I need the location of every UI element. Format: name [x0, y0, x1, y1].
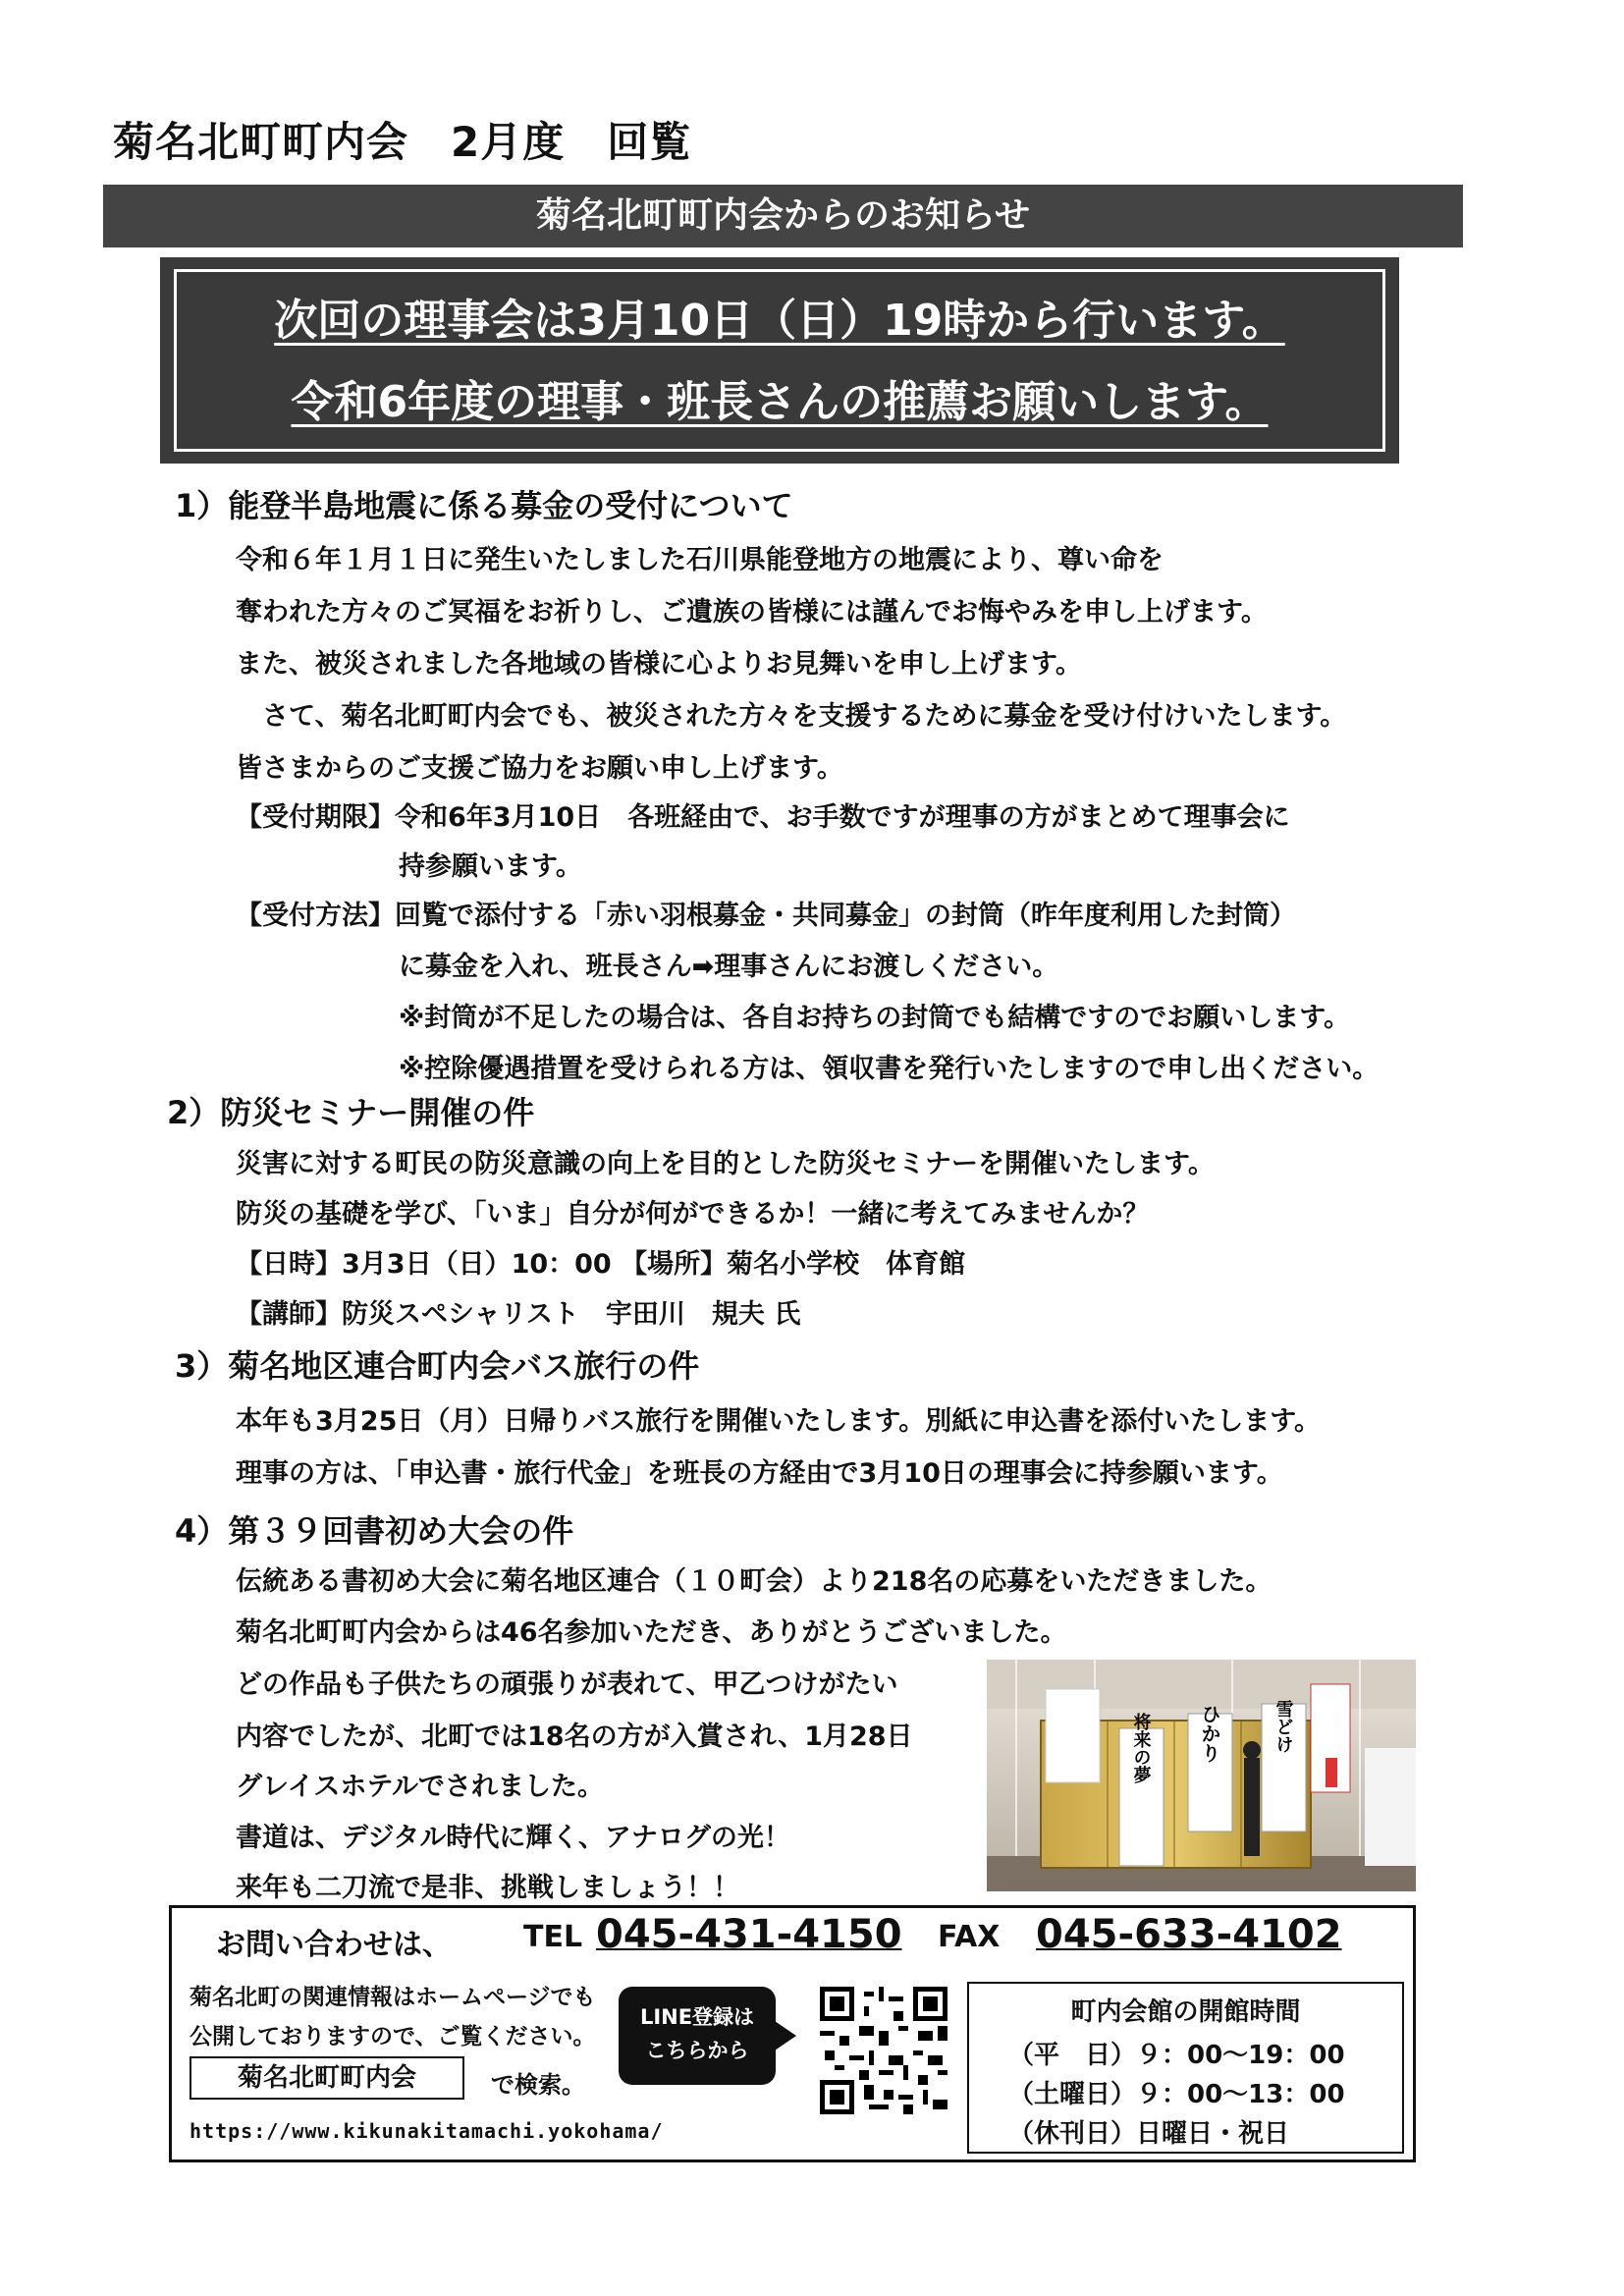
section-text: 令和６年１月１日に発生いたしました石川県能登地方の地震により、尊い命を [236, 545, 1164, 575]
banner-3: 雪どけ [1272, 1700, 1294, 1753]
section-text: 【受付方法】回覧で添付する「赤い羽根募金・共同募金」の封筒（昨年度利用した封筒） [236, 901, 1296, 931]
info-text: 公開しておりますので、ご覧ください。 [189, 2024, 596, 2050]
section-text: に募金を入れ、班長さん➡理事さんにお渡しください。 [399, 952, 1059, 982]
section-text: 理事の方は、「申込書・旅行代金」を班長の方経由で3月10日の理事会に持参願います。 [236, 1458, 1283, 1489]
section-text: どの作品も子供たちの頑張りが表れて、甲乙つけがたい [236, 1669, 898, 1700]
fax-number: 045-633-4102 [1036, 1912, 1342, 1957]
section-text: 防災の基礎を学び、「いま」自分が何ができるか！一緒に考えてみませんか？ [236, 1199, 1150, 1230]
section-heading: 3）菊名地区連合町内会バス旅行の件 [175, 1347, 700, 1385]
section-text: 災害に対する町民の防災意識の向上を目的とした防災セミナーを開催いたします。 [236, 1149, 1215, 1179]
search-suffix: で検索。 [491, 2071, 585, 2099]
notice-line-2: 令和6年度の理事・班長さんの推薦お願いします。 [291, 377, 1269, 427]
notice-box [160, 257, 1399, 464]
hall-hours-box [967, 1982, 1404, 2154]
section-text: 来年も二刀流で是非、挑戦しましょう！！ [236, 1873, 739, 1903]
banner-1: 将来の夢 [1130, 1713, 1152, 1783]
section-text: 持参願います。 [399, 851, 582, 882]
tel-number[interactable]: 045-431-4150 [596, 1912, 902, 1957]
section-text: 【日時】3月3日（日）10：00 【場所】菊名小学校 体育館 [236, 1249, 966, 1280]
section-heading: 4）第３９回書初め大会の件 [175, 1512, 574, 1550]
section-text: 本年も3月25日（月）日帰りバス旅行を開催いたします。別紙に申込書を添付いたします。 [236, 1406, 1322, 1437]
section-heading: 2）防災セミナー開催の件 [167, 1094, 535, 1131]
section-text: ※封筒が不足したの場合は、各自お持ちの封筒でも結構ですのでお願いします。 [399, 1003, 1351, 1033]
section-text: ※控除優遇措置を受けられる方は、領収書を発行いたしますので申し出ください。 [399, 1054, 1380, 1084]
section-text: 奪われた方々のご冥福をお祈りし、ご遺族の皆様には謹んでお悔やみを申し上げます。 [236, 597, 1268, 628]
section-text: グレイスホテルでされました。 [236, 1772, 605, 1802]
inquiry-label: お問い合わせは、 [216, 1928, 452, 1962]
contact-box [169, 1905, 1416, 2162]
tel-label: TEL [523, 1920, 583, 1954]
line-badge-text: こちらから [645, 2039, 749, 2062]
section-text: 【講師】防災スペシャリスト 宇田川 規夫 氏 [236, 1299, 801, 1330]
search-term-box: 菊名北町町内会 [189, 2056, 464, 2100]
badge-pointer [775, 2021, 796, 2050]
calligraphy-event-photo [987, 1660, 1416, 1891]
announcement-banner: 菊名北町町内会からのお知らせ [103, 185, 1463, 247]
hours-title: 町内会館の開館時間 [1070, 1997, 1301, 2027]
hours-saturday: （土曜日）９：00～13：00 [1008, 2080, 1345, 2109]
info-text: 菊名北町の関連情報はホームページでも [189, 1985, 596, 2010]
line-register-badge[interactable] [619, 1987, 776, 2085]
page-title: 菊名北町町内会 2月度 回覧 [113, 118, 692, 166]
notice-frame [174, 269, 1385, 452]
section-text: 内容でしたが、北町では18名の方が入賞され、1月28日 [236, 1722, 913, 1752]
section-text: また、被災されました各地域の皆様に心よりお見舞いを申し上げます。 [236, 649, 1082, 680]
banner-2: ひかり [1198, 1704, 1221, 1763]
section-text: 皆さまからのご支援ご協力をお願い申し上げます。 [236, 753, 843, 784]
hours-closed: （休刊日）日曜日・祝日 [1008, 2119, 1290, 2149]
homepage-link[interactable]: https://www.kikunakitamachi.yokohama/ [189, 2119, 664, 2143]
section-heading: 1）能登半島地震に係る募金の受付について [175, 487, 793, 524]
hours-weekday: （平 日）９：00～19：00 [1008, 2041, 1345, 2070]
notice-line-1: 次回の理事会は3月10日（日）19時から行います。 [274, 296, 1285, 346]
qr-code-icon[interactable] [820, 1987, 947, 2114]
section-text: 菊名北町町内会からは46名参加いただき、ありがとうございました。 [236, 1617, 1067, 1648]
section-text: 伝統ある書初め大会に菊名地区連合（１０町会）より218名の応募をいただきました。 [236, 1566, 1272, 1597]
section-text: さて、菊名北町町内会でも、被災された方々を支援するために募金を受け付けいたします。 [236, 701, 1347, 732]
fax-label: FAX [938, 1920, 1001, 1954]
section-text: 書道は、デジタル時代に輝く、アナログの光！ [236, 1823, 790, 1853]
section-text: 【受付期限】令和6年3月10日 各班経由で、お手数ですが理事の方がまとめて理事会に [236, 802, 1290, 833]
line-badge-text: LINE登録は [639, 2005, 755, 2029]
